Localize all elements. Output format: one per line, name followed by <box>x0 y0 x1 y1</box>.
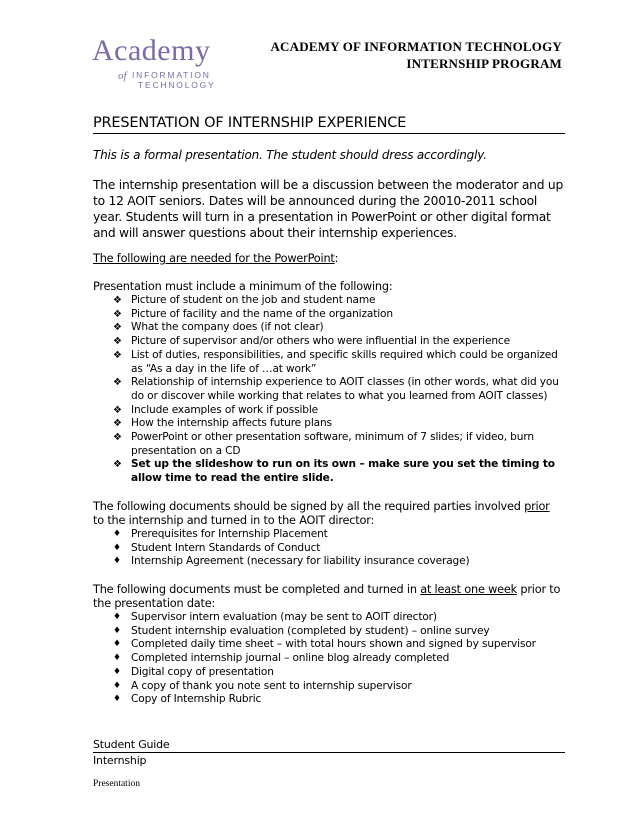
list-item <box>113 624 563 639</box>
list-item <box>113 307 563 322</box>
completed-documents-list <box>113 611 563 707</box>
clover-bullet-icon: ❖ <box>113 295 122 306</box>
powerpoint-heading-text: The following are needed for the PowerPoint <box>93 252 335 265</box>
page-subtitle: This is a formal presentation. The student should dress accordingly. <box>93 148 487 162</box>
list-item <box>113 638 563 652</box>
logo-technology-text: TECHNOLOGY <box>138 80 216 90</box>
list-item <box>113 321 563 335</box>
diamond-bullet-icon: ♦ <box>113 625 121 636</box>
signed-heading-after: to the internship and turned in to the AOIT director: <box>93 514 375 527</box>
header-line-2: INTERNSHIP PROGRAM <box>406 56 562 71</box>
list-item-text: Digital copy of presentation <box>131 665 274 678</box>
list-item-text: Internship Agreement (necessary for liability insurance coverage) <box>131 555 470 568</box>
clover-bullet-icon: ❖ <box>113 377 122 389</box>
academy-logo <box>92 34 222 94</box>
completed-heading-after: prior to the presentation date: <box>93 583 561 610</box>
page-title: PRESENTATION OF INTERNSHIP EXPERIENCE <box>93 115 565 134</box>
logo-information-text: INFORMATION <box>132 70 211 80</box>
completed-documents-heading <box>93 583 563 611</box>
list-item-text: Copy of Internship Rubric <box>131 693 262 706</box>
completed-heading-underline: at least one week <box>420 583 517 596</box>
footer-divider <box>93 752 565 753</box>
list-item-text: Prerequisites for Internship Placement <box>131 528 328 540</box>
diamond-bullet-icon: ♦ <box>113 680 121 691</box>
list-item-text: A copy of thank you note sent to internship supervisor <box>131 679 412 692</box>
list-item-text: Picture of supervisor and/or others who were influential in the experience <box>131 335 510 348</box>
list-item <box>113 693 563 707</box>
list-item <box>113 417 563 431</box>
list-item <box>113 652 563 666</box>
diamond-bullet-icon: ♦ <box>113 653 121 664</box>
list-item-text: Set up the slideshow to run on its own – make sure you set the timing to allow time to read the entire slide. <box>131 458 555 485</box>
clover-bullet-icon: ❖ <box>113 308 122 320</box>
list-item-text: Picture of student on the job and student name <box>131 294 376 306</box>
list-item <box>113 335 563 349</box>
list-item-text: Completed daily time sheet – with total hours shown and signed by supervisor <box>131 638 536 651</box>
clover-bullet-icon: ❖ <box>113 322 122 334</box>
header-line-1: ACADEMY OF INFORMATION TECHNOLOGY <box>270 39 562 54</box>
diamond-bullet-icon: ♦ <box>113 542 121 553</box>
diamond-bullet-icon: ♦ <box>113 529 121 539</box>
diamond-bullet-icon: ♦ <box>113 639 121 650</box>
list-item <box>113 528 563 542</box>
list-item <box>113 376 563 403</box>
signed-heading-before: The following documents should be signed by all the required parties involved <box>93 500 525 513</box>
footer-student-guide: Student Guide <box>93 738 170 751</box>
list-item-text: PowerPoint or other presentation software, minimum of 7 slides; if video, burn presentation on a CD <box>131 431 534 457</box>
list-item <box>113 555 563 569</box>
clover-bullet-icon: ❖ <box>113 349 122 361</box>
list-item-text: Relationship of internship experience to AOIT classes (in other words, what did you do or discover while working that relates to what you learned from AOIT classes) <box>131 376 559 402</box>
diamond-bullet-icon: ♦ <box>113 666 121 677</box>
list-item-text: Student internship evaluation (completed by student) – online survey <box>131 624 490 637</box>
list-item <box>113 348 563 376</box>
logo-of-text: of <box>118 70 127 82</box>
signed-documents-heading <box>93 500 563 528</box>
intro-paragraph: The internship presentation will be a discussion between the moderator and up to 12 AOIT seniors. Dates will be announced during the 20010-2011 school year. Students will turn in a presentation in PowerPoint or other digital format and will answer questions about their internship experiences. <box>93 178 564 240</box>
minimum-requirements-list <box>113 294 563 486</box>
minimum-heading: Presentation must include a minimum of the following: <box>93 280 393 293</box>
signed-documents-list <box>113 528 563 569</box>
list-item-text: Supervisor intern evaluation (may be sent to AOIT director) <box>131 611 437 623</box>
list-item <box>113 541 563 556</box>
signed-heading-underline: prior <box>524 500 550 513</box>
list-item-text: How the internship affects future plans <box>131 417 332 430</box>
list-item-text: Include examples of work if possible <box>131 403 319 416</box>
logo-academy-text: Academy <box>92 34 211 67</box>
footer-presentation: Presentation <box>93 779 140 789</box>
clover-bullet-icon: ❖ <box>113 404 122 416</box>
list-item <box>113 458 563 485</box>
diamond-bullet-icon: ♦ <box>113 694 121 705</box>
list-item <box>113 431 563 458</box>
list-item <box>113 665 563 680</box>
list-item <box>113 679 563 694</box>
powerpoint-heading <box>93 252 338 265</box>
powerpoint-heading-colon: : <box>334 252 339 265</box>
list-item-text: Completed internship journal – online blog already completed <box>131 652 450 665</box>
clover-bullet-icon: ❖ <box>113 336 122 348</box>
list-item <box>113 403 563 418</box>
clover-bullet-icon: ❖ <box>113 459 122 471</box>
list-item-text: Picture of facility and the name of the organization <box>131 307 393 320</box>
list-item-text: Student Intern Standards of Conduct <box>131 541 321 554</box>
diamond-bullet-icon: ♦ <box>113 612 121 622</box>
list-item <box>113 611 563 625</box>
completed-heading-before: The following documents must be completed and turned in <box>93 583 421 596</box>
list-item <box>113 294 563 308</box>
footer-internship: Internship <box>93 754 147 767</box>
list-item-text: List of duties, responsibilities, and specific skills required which could be organized as “As a day in the life of …at work” <box>131 348 558 375</box>
clover-bullet-icon: ❖ <box>113 432 122 444</box>
clover-bullet-icon: ❖ <box>113 418 122 430</box>
diamond-bullet-icon: ♦ <box>113 556 121 567</box>
list-item-text: What the company does (if not clear) <box>131 321 324 334</box>
